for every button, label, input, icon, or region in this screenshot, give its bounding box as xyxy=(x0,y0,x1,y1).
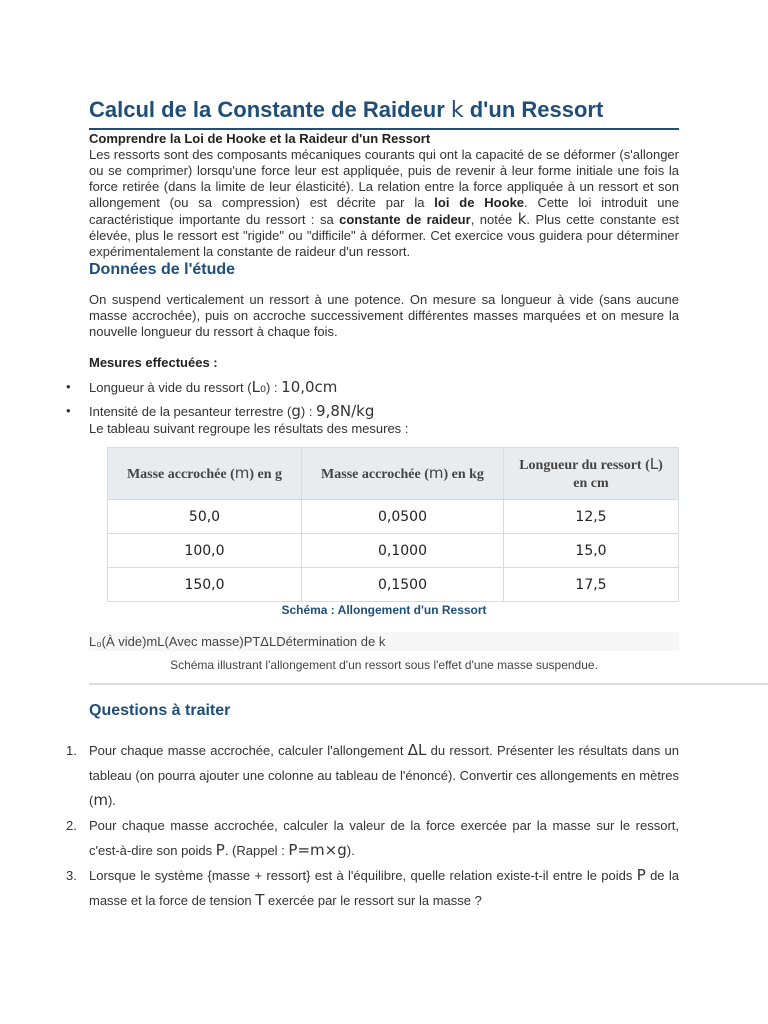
table-cell: 0,1500 xyxy=(302,568,504,602)
question-item: 1. Pour chaque masse accrochée, calculer l'allongement ΔL du ressort. Présenter les résultats dans un tableau (on pourra ajouter une colonne au tableau de l'énoncé). Convertir ces allongements en mètres (m). xyxy=(66,741,679,809)
schema-figure-text: L₀(À vide)mL(Avec masse)PTΔLDétermination de k xyxy=(89,632,679,651)
table-cell: 50,0 xyxy=(108,500,302,534)
column-header-mass-g: Masse accrochée (m) en g xyxy=(108,448,302,500)
table-cell: 0,1000 xyxy=(302,534,504,568)
questions-list xyxy=(66,738,679,913)
measurements-table xyxy=(107,447,679,602)
question-item: 2. Pour chaque masse accrochée, calculer la valeur de la force exercée par la masse sur le ressort, c'est-à-dire son poids P. (Rappel : P=m×g). xyxy=(66,818,679,859)
section-divider xyxy=(89,683,768,685)
table-cell: 17,5 xyxy=(504,568,679,602)
page-title: Calcul de la Constante de Raideur k d'un Ressort xyxy=(89,93,679,130)
list-item: • Intensité de la pesanteur terrestre (g) : 9,8N/kg xyxy=(89,399,679,423)
table-cell: 150,0 xyxy=(108,568,302,602)
column-header-mass-kg: Masse accrochée (m) en kg xyxy=(302,448,504,500)
table-cell: 12,5 xyxy=(504,500,679,534)
question-item: 3. Lorsque le système {masse + ressort} est à l'équilibre, quelle relation existe-t-il entre le poids P de la masse et la force de tension T exercée par le ressort sur la masse ? xyxy=(66,866,679,909)
table-row xyxy=(108,568,679,602)
schema-description: Schéma illustrant l'allongement d'un ressort sous l'effet d'une masse suspendue. xyxy=(170,658,598,672)
table-intro: Le tableau suivant regroupe les résultats des mesures : xyxy=(89,421,409,436)
intro-paragraph: Les ressorts sont des composants mécaniques courants qui ont la capacité de se déformer (s'allonger ou se comprimer) lorsqu'une force leur est appliquée, puis de revenir à leur forme initiale une fois la force retirée (dans la limite de leur élasticité). La relation entre la force appliquée à un ressort et son allongement (ou sa compression) est décrite par la loi de Hooke. Cette loi introduit une caractéristique importante du ressort : sa constante de raideur, notée k. Plus cette constante est élevée, plus le ressort est "rigide" ou "difficile" à déformer. Cet exercice vous guidera pour déterminer expérimentalement la constante de raideur d'un ressort. xyxy=(89,147,679,259)
questions-heading: Questions à traiter xyxy=(89,702,231,719)
table-cell: 0,0500 xyxy=(302,500,504,534)
list-item: • Longueur à vide du ressort (L₀) : 10,0cm xyxy=(89,375,679,399)
donnees-paragraph: On suspend verticalement un ressort à une potence. On mesure sa longueur à vide (sans aucune masse accrochée), puis on accroche successivement différentes masses marquées et on mesure la nouvelle longueur du ressort à chaque fois. xyxy=(89,292,679,339)
mesures-list xyxy=(89,375,679,423)
table-row xyxy=(108,500,679,534)
intro-subtitle: Comprendre la Loi de Hooke et la Raideur d'un Ressort xyxy=(89,131,431,146)
mesures-label: Mesures effectuées : xyxy=(89,355,218,370)
table-cell: 15,0 xyxy=(504,534,679,568)
donnees-heading: Données de l'étude xyxy=(89,261,236,278)
table-cell: 100,0 xyxy=(108,534,302,568)
schema-caption: Schéma : Allongement d'un Ressort xyxy=(281,603,487,617)
table-header-row xyxy=(108,448,679,500)
table-row xyxy=(108,534,679,568)
column-header-length: Longueur du ressort (L) en cm xyxy=(504,448,679,500)
